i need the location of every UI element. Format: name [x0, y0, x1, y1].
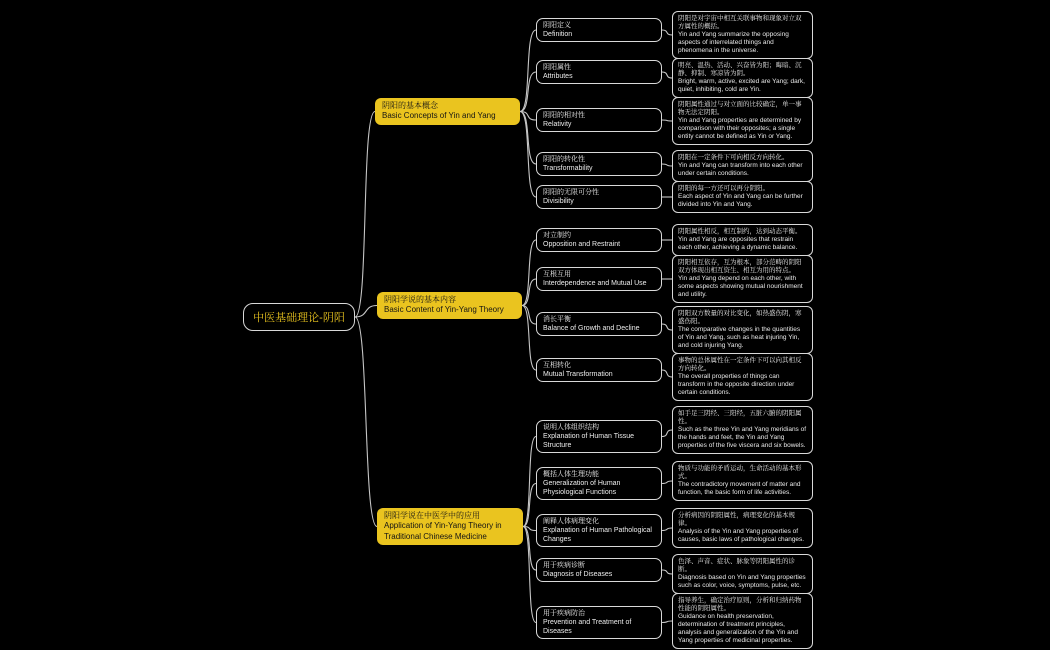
detail-note-3-3-label-en: Analysis of the Yin and Yang properties of causes, basic laws of pathological changes. [678, 527, 805, 543]
connector-path [662, 621, 672, 623]
connector-path [520, 112, 536, 198]
sub-topic-3-3[interactable] [536, 514, 662, 547]
detail-note-3-5[interactable] [672, 593, 813, 649]
sub-topic-2-4[interactable] [536, 358, 662, 382]
detail-note-3-2[interactable] [672, 461, 813, 501]
branch-topic-1[interactable] [375, 98, 520, 125]
branch-topic-2-label-en: Basic Content of Yin-Yang Theory [384, 305, 504, 315]
sub-topic-1-4-label-zh: 阴阳的转化性 [543, 156, 585, 163]
detail-note-2-4-label-zh: 事物的总体属性在一定条件下可以向其相反方向转化。 [678, 357, 802, 372]
detail-note-2-3-label-en: The comparative changes in the quantities of Yin and Yang, such as heat injuring Yin, and cold injuring Yang. [678, 325, 801, 349]
connector-path [355, 317, 377, 527]
detail-note-3-4-label-en: Diagnosis based on Yin and Yang properties such as color, voice, symptoms, pulse, etc. [678, 573, 806, 589]
sub-topic-1-5[interactable] [536, 185, 662, 209]
detail-note-3-1-label-en: Such as the three Yin and Yang meridians of the hands and feet, the Yin and Yang properties of the five viscera and six bowels. [678, 425, 807, 449]
detail-note-1-4[interactable] [672, 150, 813, 182]
detail-note-3-4-label-zh: 色泽、声音、症状、脉象等阴阳属性的诊断。 [678, 558, 795, 573]
connector-path [662, 370, 672, 377]
sub-topic-1-2[interactable] [536, 60, 662, 84]
connector-path [355, 112, 375, 318]
sub-topic-2-1-label-zh: 对立制约 [543, 232, 571, 239]
detail-note-2-4[interactable] [672, 353, 813, 401]
detail-note-1-4-label-zh: 阴阳在一定条件下可向相反方向转化。 [678, 154, 789, 161]
branch-topic-3-label-zh: 阴阳学说在中医学中的应用 [384, 511, 480, 520]
sub-topic-3-2-label-zh: 概括人体生理功能 [543, 471, 599, 478]
connector-path [662, 570, 672, 574]
branch-topic-2[interactable] [377, 292, 522, 319]
detail-note-3-4[interactable] [672, 554, 813, 594]
sub-topic-1-2-label-zh: 阴阳属性 [543, 64, 571, 71]
sub-topic-1-4[interactable] [536, 152, 662, 176]
detail-note-1-5-label-en: Each aspect of Yin and Yang can be further divided into Yin and Yang. [678, 192, 803, 208]
sub-topic-3-5[interactable] [536, 606, 662, 639]
central-topic-label: 中医基础理论-阴阳 [253, 312, 345, 324]
detail-note-1-1-label-en: Yin and Yang summarize the opposing aspects of interrelated things and phenomena in the universe. [678, 30, 789, 54]
connector-path [662, 164, 672, 166]
sub-topic-1-3-label-zh: 阴阳的相对性 [543, 112, 585, 119]
central-topic[interactable] [243, 303, 355, 331]
detail-note-1-5[interactable] [672, 181, 813, 213]
sub-topic-2-2-label-zh: 互根互用 [543, 271, 571, 278]
sub-topic-2-2-label-en: Interdependence and Mutual Use [543, 280, 647, 288]
sub-topic-1-1[interactable] [536, 18, 662, 42]
detail-note-3-1[interactable] [672, 406, 813, 454]
sub-topic-2-1[interactable] [536, 228, 662, 252]
sub-topic-1-1-label-zh: 阴阳定义 [543, 22, 571, 29]
sub-topic-2-1-label-en: Opposition and Restraint [543, 241, 621, 249]
sub-topic-3-4-label-zh: 用于疾病诊断 [543, 562, 585, 569]
sub-topic-3-2-label-en: Generalization of Human Physiological Functions [543, 480, 621, 497]
detail-note-2-3[interactable] [672, 306, 813, 354]
sub-topic-1-3-label-en: Relativity [543, 121, 572, 129]
sub-topic-2-2[interactable] [536, 267, 662, 291]
detail-note-3-2-label-en: The contradictory movement of matter and function, the basic form of life activities. [678, 480, 801, 496]
detail-note-2-2[interactable] [672, 255, 813, 303]
detail-note-2-2-label-en: Yin and Yang depend on each other, with some aspects showing mutual nourishment and utility. [678, 274, 803, 298]
connector-path [662, 430, 672, 437]
connector-path [662, 30, 672, 35]
detail-note-1-3[interactable] [672, 97, 813, 145]
detail-note-3-5-label-en: Guidance on health preservation, determination of treatment principles, analysis and generalization of the Yin and Yang properties of medicinal properties. [678, 612, 798, 644]
connector-path [662, 528, 672, 531]
connector-path [520, 30, 536, 112]
sub-topic-1-1-label-en: Definition [543, 31, 573, 39]
sub-topic-3-5-label-zh: 用于疾病防治 [543, 610, 585, 617]
branch-topic-3[interactable] [377, 508, 523, 545]
branch-topic-1-label-zh: 阴阳的基本概念 [382, 101, 438, 110]
branch-topic-2-label-zh: 阴阳学说的基本内容 [384, 295, 456, 304]
sub-topic-1-3[interactable] [536, 108, 662, 132]
sub-topic-3-1[interactable] [536, 420, 662, 453]
detail-note-2-4-label-en: The overall properties of things can transform in the opposite direction under certain conditions. [678, 372, 795, 396]
detail-note-2-3-label-zh: 阴阳双方数量的对比变化，如热盛伤阴，寒盛伤阳。 [678, 310, 802, 325]
sub-topic-1-5-label-zh: 阴阳的无限可分性 [543, 189, 599, 196]
sub-topic-2-4-label-en: Mutual Transformation [543, 371, 613, 379]
branch-topic-3-label-en: Application of Yin-Yang Theory in Traditional Chinese Medicine [384, 521, 502, 541]
sub-topic-3-4-label-en: Diagnosis of Diseases [543, 571, 613, 579]
branch-topic-1-label-en: Basic Concepts of Yin and Yang [382, 111, 496, 121]
connector-path [662, 481, 672, 484]
detail-note-3-5-label-zh: 指导养生，确定治疗原则，分析和归纳药物性能的阴阳属性。 [678, 597, 802, 612]
connector-path [522, 306, 536, 325]
sub-topic-3-3-label-en: Explanation of Human Pathological Changes [543, 527, 652, 544]
sub-topic-2-3-label-en: Balance of Growth and Decline [543, 325, 640, 333]
detail-note-2-1-label-zh: 阴阳属性相反，相互制约，达到动态平衡。 [678, 228, 802, 235]
sub-topic-3-3-label-zh: 阐释人体病理变化 [543, 518, 599, 525]
detail-note-1-3-label-en: Yin and Yang properties are determined by comparison with their opposites; a single entity cannot be defined as Yin or Yang. [678, 116, 802, 140]
sub-topic-3-5-label-en: Prevention and Treatment of Diseases [543, 619, 632, 636]
sub-topic-3-2[interactable] [536, 467, 662, 500]
connector-path [662, 324, 672, 330]
detail-note-1-1-label-zh: 阴阳是对宇宙中相互关联事物和现象对立双方属性的概括。 [678, 15, 802, 30]
connector-path [662, 72, 672, 78]
detail-note-1-2[interactable] [672, 58, 813, 98]
sub-topic-1-5-label-en: Divisibility [543, 198, 574, 206]
connector-path [523, 437, 536, 527]
sub-topic-3-1-label-zh: 说明人体组织结构 [543, 424, 599, 431]
sub-topic-2-4-label-zh: 互相转化 [543, 362, 571, 369]
detail-note-1-1[interactable] [672, 11, 813, 59]
sub-topic-1-4-label-en: Transformability [543, 165, 593, 173]
detail-note-1-3-label-zh: 阴阳属性通过与对立面的比较确定，单一事物无法定阴阳。 [678, 101, 802, 116]
detail-note-2-2-label-zh: 阴阳相互依存，互为根本，部分范畴的阴阳双方体现出相互资生、相互为用的特点。 [678, 259, 802, 274]
detail-note-1-4-label-en: Yin and Yang can transform into each other under certain conditions. [678, 161, 803, 177]
detail-note-2-1[interactable] [672, 224, 813, 256]
detail-note-3-3[interactable] [672, 508, 813, 548]
connector-path [522, 279, 536, 306]
detail-note-3-2-label-zh: 物质与功能的矛盾运动，生命活动的基本形式。 [678, 465, 802, 480]
detail-note-1-2-label-zh: 明亮、温热、活动、兴奋皆为阳；晦暗、沉静、抑制、寒凉皆为阴。 [678, 62, 802, 77]
sub-topic-3-1-label-en: Explanation of Human Tissue Structure [543, 433, 635, 450]
sub-topic-1-2-label-en: Attributes [543, 73, 573, 81]
sub-topic-3-4[interactable] [536, 558, 662, 582]
connector-path [523, 527, 536, 623]
detail-note-2-1-label-en: Yin and Yang are opposites that restrain each other, achieving a dynamic balance. [678, 235, 798, 251]
connector-path [662, 120, 672, 121]
sub-topic-2-3[interactable] [536, 312, 662, 336]
detail-note-3-1-label-zh: 如手足三阴经、三阳经，五脏六腑的阴阳属性。 [678, 410, 802, 425]
detail-note-1-5-label-zh: 阴阳的每一方还可以再分阴阳。 [678, 185, 769, 192]
sub-topic-2-3-label-zh: 消长平衡 [543, 316, 571, 323]
detail-note-1-2-label-en: Bright, warm, active, excited are Yang; dark, quiet, inhibiting, cold are Yin. [678, 77, 805, 93]
detail-note-3-3-label-zh: 分析病因的阴阳属性，病理变化的基本规律。 [678, 512, 795, 527]
